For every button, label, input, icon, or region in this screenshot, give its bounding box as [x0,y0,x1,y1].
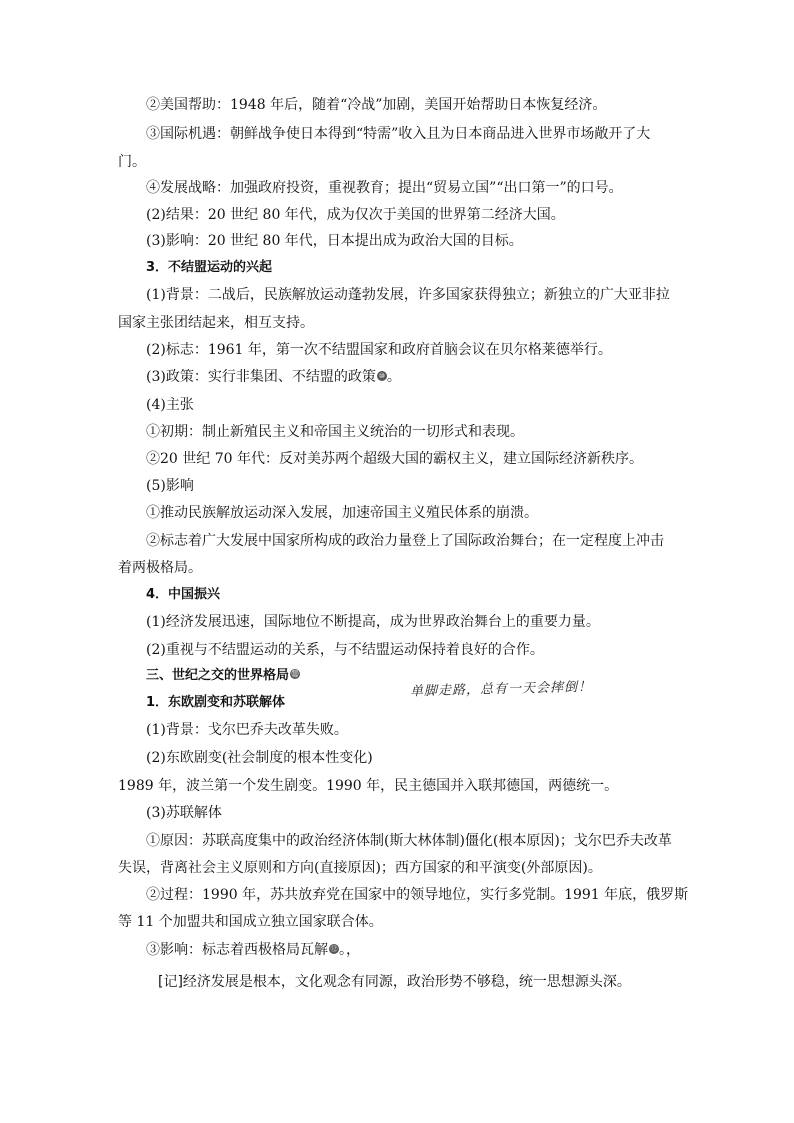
text-line: ①初期：制止新殖民主义和帝国主义统治的一切形式和表现。 [146,424,524,440]
section-heading: 4．中国振兴 [146,587,221,602]
text-line: 国家主张团结起来，相互支持。 [118,315,314,331]
annotation-marker: ⑪ [291,670,299,678]
annotation-marker: ⑫ [330,945,338,953]
text-line: 等 11 个加盟共和国成立独立国家联合体。 [118,914,383,930]
text-span: (3)政策：实行非集团、不结盟的政策 [146,369,376,385]
text-line: ②20 世纪 70 年代：反对美苏两个超级大国的霸权主义，建立国际经济新秩序。 [146,451,643,467]
text-span: 。 [386,369,401,385]
section-heading: 3．不结盟运动的兴起 [146,260,273,275]
text-line: 门。 [118,154,146,170]
text-line: 着两极格局。 [118,560,202,576]
text-line: ②美国帮助：1948 年后，随着“冷战”加剧，美国开始帮助日本恢复经济。 [146,97,607,113]
text-line: ③国际机遇：朝鲜战争使日本得到“特需”收入且为日本商品进入世界市场敞开了大 [146,126,651,142]
text-line: ④发展战略：加强政府投资，重视教育；提出“贸易立国”“出口第一”的口号。 [146,180,623,196]
text-line: (1)经济发展迅速，国际地位不断提高，成为世界政治舞台上的重要力量。 [146,614,600,630]
text-span: ③影响：标志着西极格局瓦解 [146,942,328,958]
text-span: 三、世纪之交的世界格局 [146,668,290,683]
text-line [146,367,706,387]
handwritten-note: 单脚走路，总有一天会摔倒！ [409,679,593,700]
text-span: 。， [339,942,360,958]
text-line: (2)结果：20 世纪 80 年代，成为仅次于美国的世界第二经济大国。 [146,207,565,223]
text-line: (2)标志：1961 年，第一次不结盟国家和政府首脑会议在贝尔格莱德举行。 [146,342,612,358]
text-line [146,940,706,960]
text-line: ①原因：苏联高度集中的政治经济体制(斯大林体制)僵化(根本原因)；戈尔巴乔夫改革 [146,833,672,849]
section-heading: 1．东欧剧变和苏联解体 [146,695,286,710]
text-line: (4)主张 [146,397,194,413]
annotation-marker: ⑩ [378,372,385,380]
text-line: (3)影响：20 世纪 80 年代，日本提出成为政治大国的目标。 [146,233,523,249]
text-line: (3)苏联解体 [146,805,222,821]
text-line: (2)东欧剧变(社会制度的根本性变化) [146,750,373,766]
memory-note: [记]经济发展是根本，文化观念有同源，政治形势不够稳，统一思想源头深。 [158,974,631,990]
text-line: 失误，背离社会主义原则和方向(直接原因)；西方国家的和平演变(外部原因)。 [118,860,602,876]
text-line: (2)重视与不结盟运动的关系，与不结盟运动保持着良好的合作。 [146,642,544,658]
text-line: ①推动民族解放运动深入发展，加速帝国主义殖民体系的崩溃。 [146,505,538,521]
text-line: ②过程：1990 年，苏共放弃党在国家中的领导地位，实行多党制。1991 年底，俄罗斯 [146,887,689,903]
text-line: 1989 年，波兰第一个发生剧变。1990 年，民主德国并入联邦德国，两德统一。 [118,778,619,794]
text-line: ②标志着广大发展中国家所构成的政治力量登上了国际政治舞台；在一定程度上冲击 [146,533,664,549]
text-line: (1)背景：戈尔巴乔夫改革失败。 [146,722,348,738]
text-line: (1)背景：二战后，民族解放运动蓬勃发展，许多国家获得独立；新独立的广大亚非拉 [146,287,670,303]
text-line: (5)影响 [146,478,194,494]
